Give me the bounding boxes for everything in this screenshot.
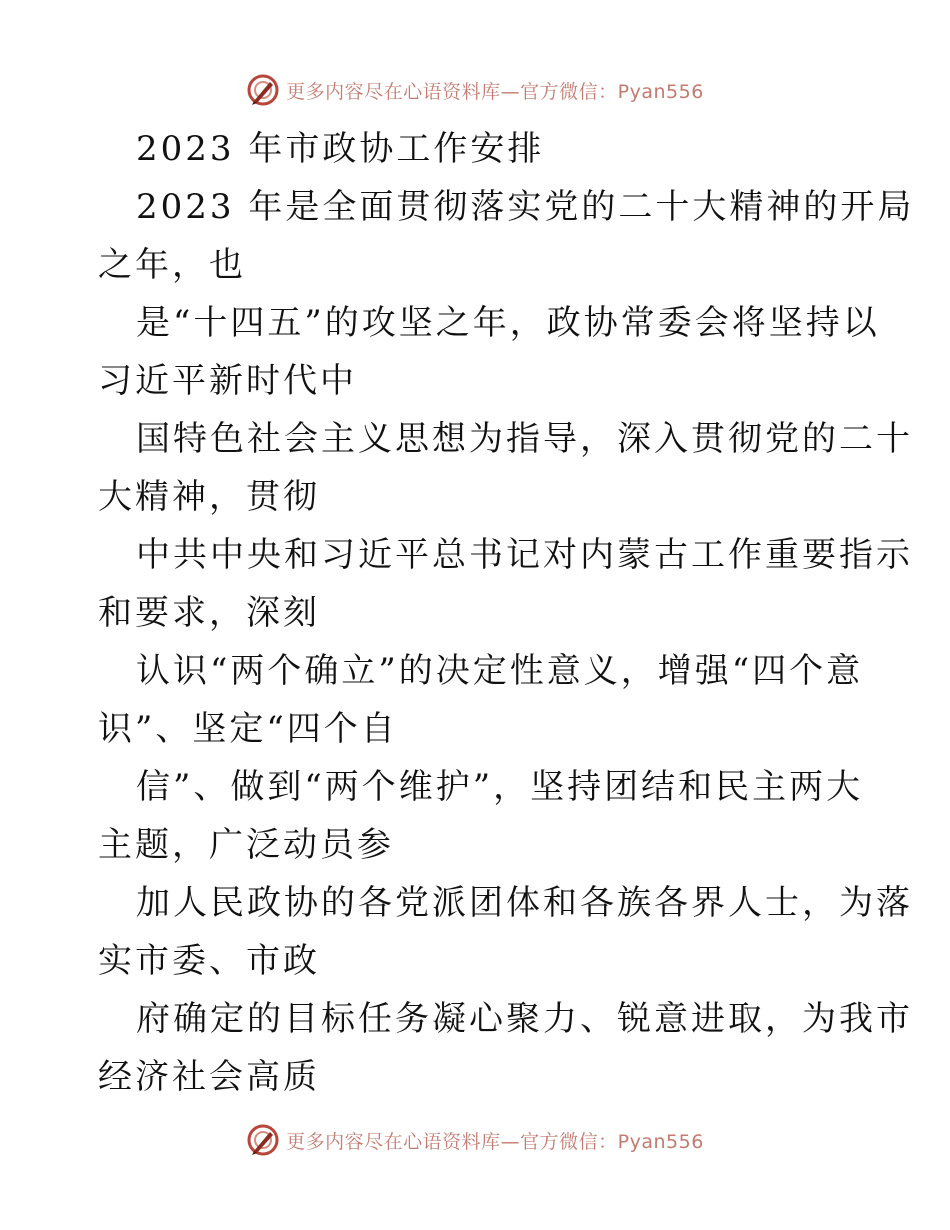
text-line: 经济社会高质 [98, 1057, 320, 1097]
text-line: 认识“两个确立”的决定性意义，增强“四个意 [136, 651, 864, 691]
document-body [98, 120, 915, 1106]
text-line: 习近平新时代中 [98, 361, 357, 401]
pen-logo-icon [246, 73, 280, 107]
text-line: 信”、做到“两个维护”，坚持团结和民主两大 [136, 767, 864, 807]
text-line: 和要求，深刻 [98, 593, 320, 633]
header-watermark [0, 70, 950, 110]
text-line: 是“十四五”的攻坚之年，政协常委会将坚持以 [136, 303, 880, 343]
document-title: 2023 年市政协工作安排 [136, 129, 545, 169]
text-line: 加人民政协的各党派团体和各族各界人士，为落 [136, 883, 913, 923]
text-line: 中共中央和习近平总书记对内蒙古工作重要指示 [136, 535, 913, 575]
text-line: 识”、坚定“四个自 [98, 709, 398, 749]
text-line: 之年，也 [98, 245, 246, 285]
text-line: 国特色社会主义思想为指导，深入贯彻党的二十 [136, 419, 913, 459]
text-line: 2023 年是全面贯彻落实党的二十大精神的开局 [136, 187, 915, 227]
text-line: 府确定的目标任务凝心聚力、锐意进取，为我市 [136, 999, 913, 1039]
text-line: 大精神，贯彻 [98, 477, 320, 517]
watermark-text: 更多内容尽在心语资料库—官方微信：Pyan556 [286, 80, 704, 103]
pen-logo-icon [246, 1123, 280, 1157]
watermark-text: 更多内容尽在心语资料库—官方微信：Pyan556 [286, 1130, 704, 1153]
footer-watermark [0, 1120, 950, 1160]
text-line: 实市委、市政 [98, 941, 320, 981]
text-line: 主题，广泛动员参 [98, 825, 394, 865]
